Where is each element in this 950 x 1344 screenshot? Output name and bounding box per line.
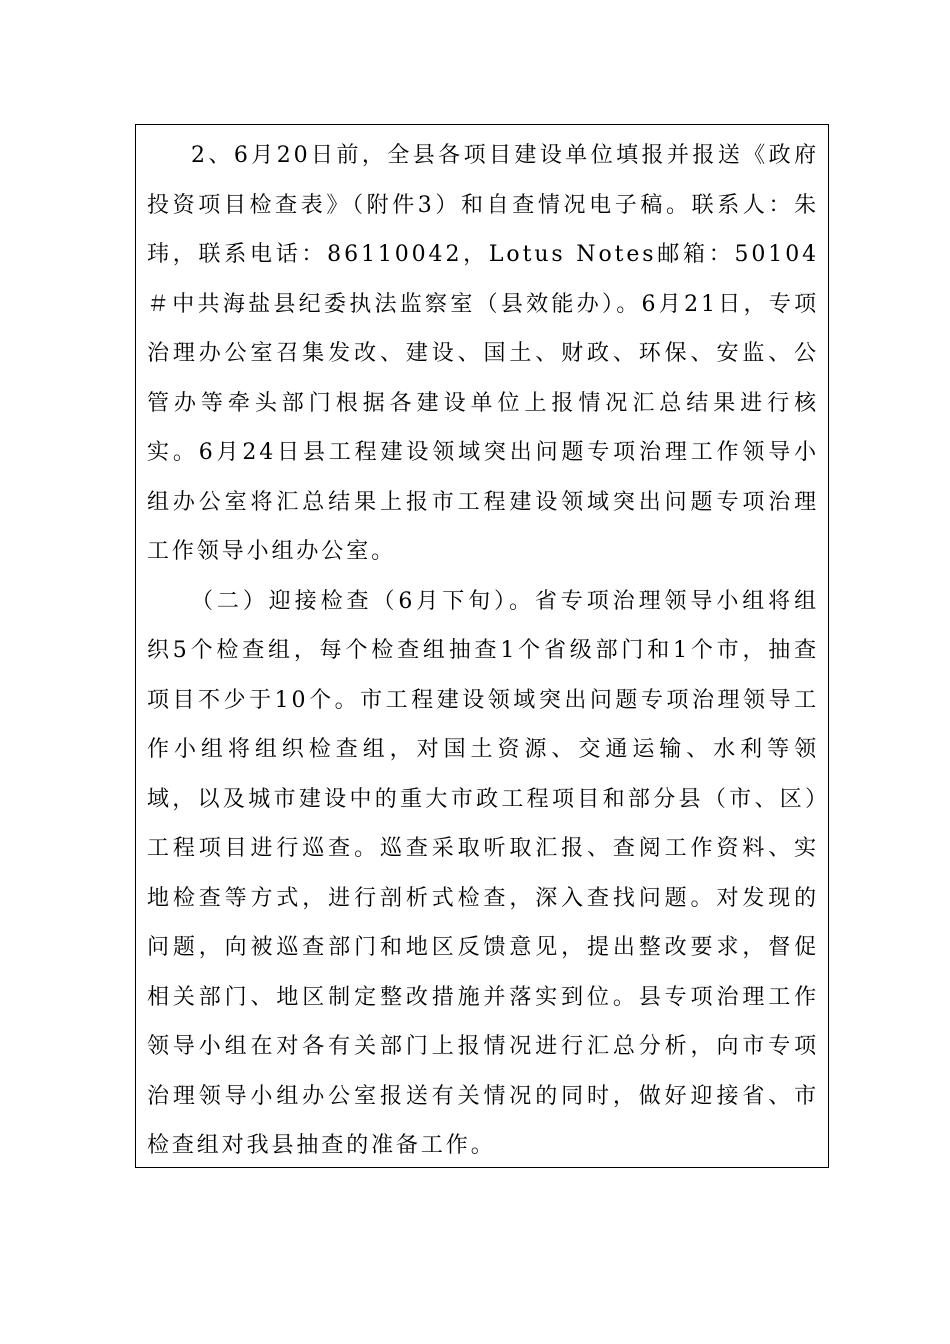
paragraph-submission-schedule: 2、6月20日前，全县各项目建设单位填报并报送《政府投资项目检查表》（附件3）和自查情况电子稿。联系人：朱玮，联系电话：86110042，Lotus Notes邮箱：50104＃中共海盐县纪委执法监察室（县效能办）。6月21日，专项治理办公室召集发改、建设、国土、财政、环保、安监、公管办等牵头部门根据各建设单位上报情况汇总结果进行核实。6月24日县工程建设领域突出问题专项治理工作领导小组办公室将汇总结果上报市工程建设领域突出问题专项治理工作领导小组办公室。 bbox=[147, 143, 819, 564]
document-body bbox=[147, 131, 819, 1171]
paragraph-inspection: （二）迎接检查（6月下旬）。省专项治理领导小组将组织5个检查组，每个检查组抽查1个省级部门和1个市，抽查项目不少于10个。市工程建设领域突出问题专项治理领导工作小组将组织检查组，对国土资源、交通运输、水利等领域，以及城市建设中的重大市政工程项目和部分县（市、区）工程项目进行巡查。巡查采取听取汇报、查阅工作资料、实地检查等方式，进行剖析式检查，深入查找问题。对发现的问题，向被巡查部门和地区反馈意见，提出整改要求，督促相关部门、地区制定整改措施并落实到位。县专项治理工作领导小组在对各有关部门上报情况进行汇总分析，向市专项治理领导小组办公室报送有关情况的同时，做好迎接省、市检查组对我县抽查的准备工作。 bbox=[147, 588, 819, 1158]
document-frame bbox=[135, 124, 829, 1168]
